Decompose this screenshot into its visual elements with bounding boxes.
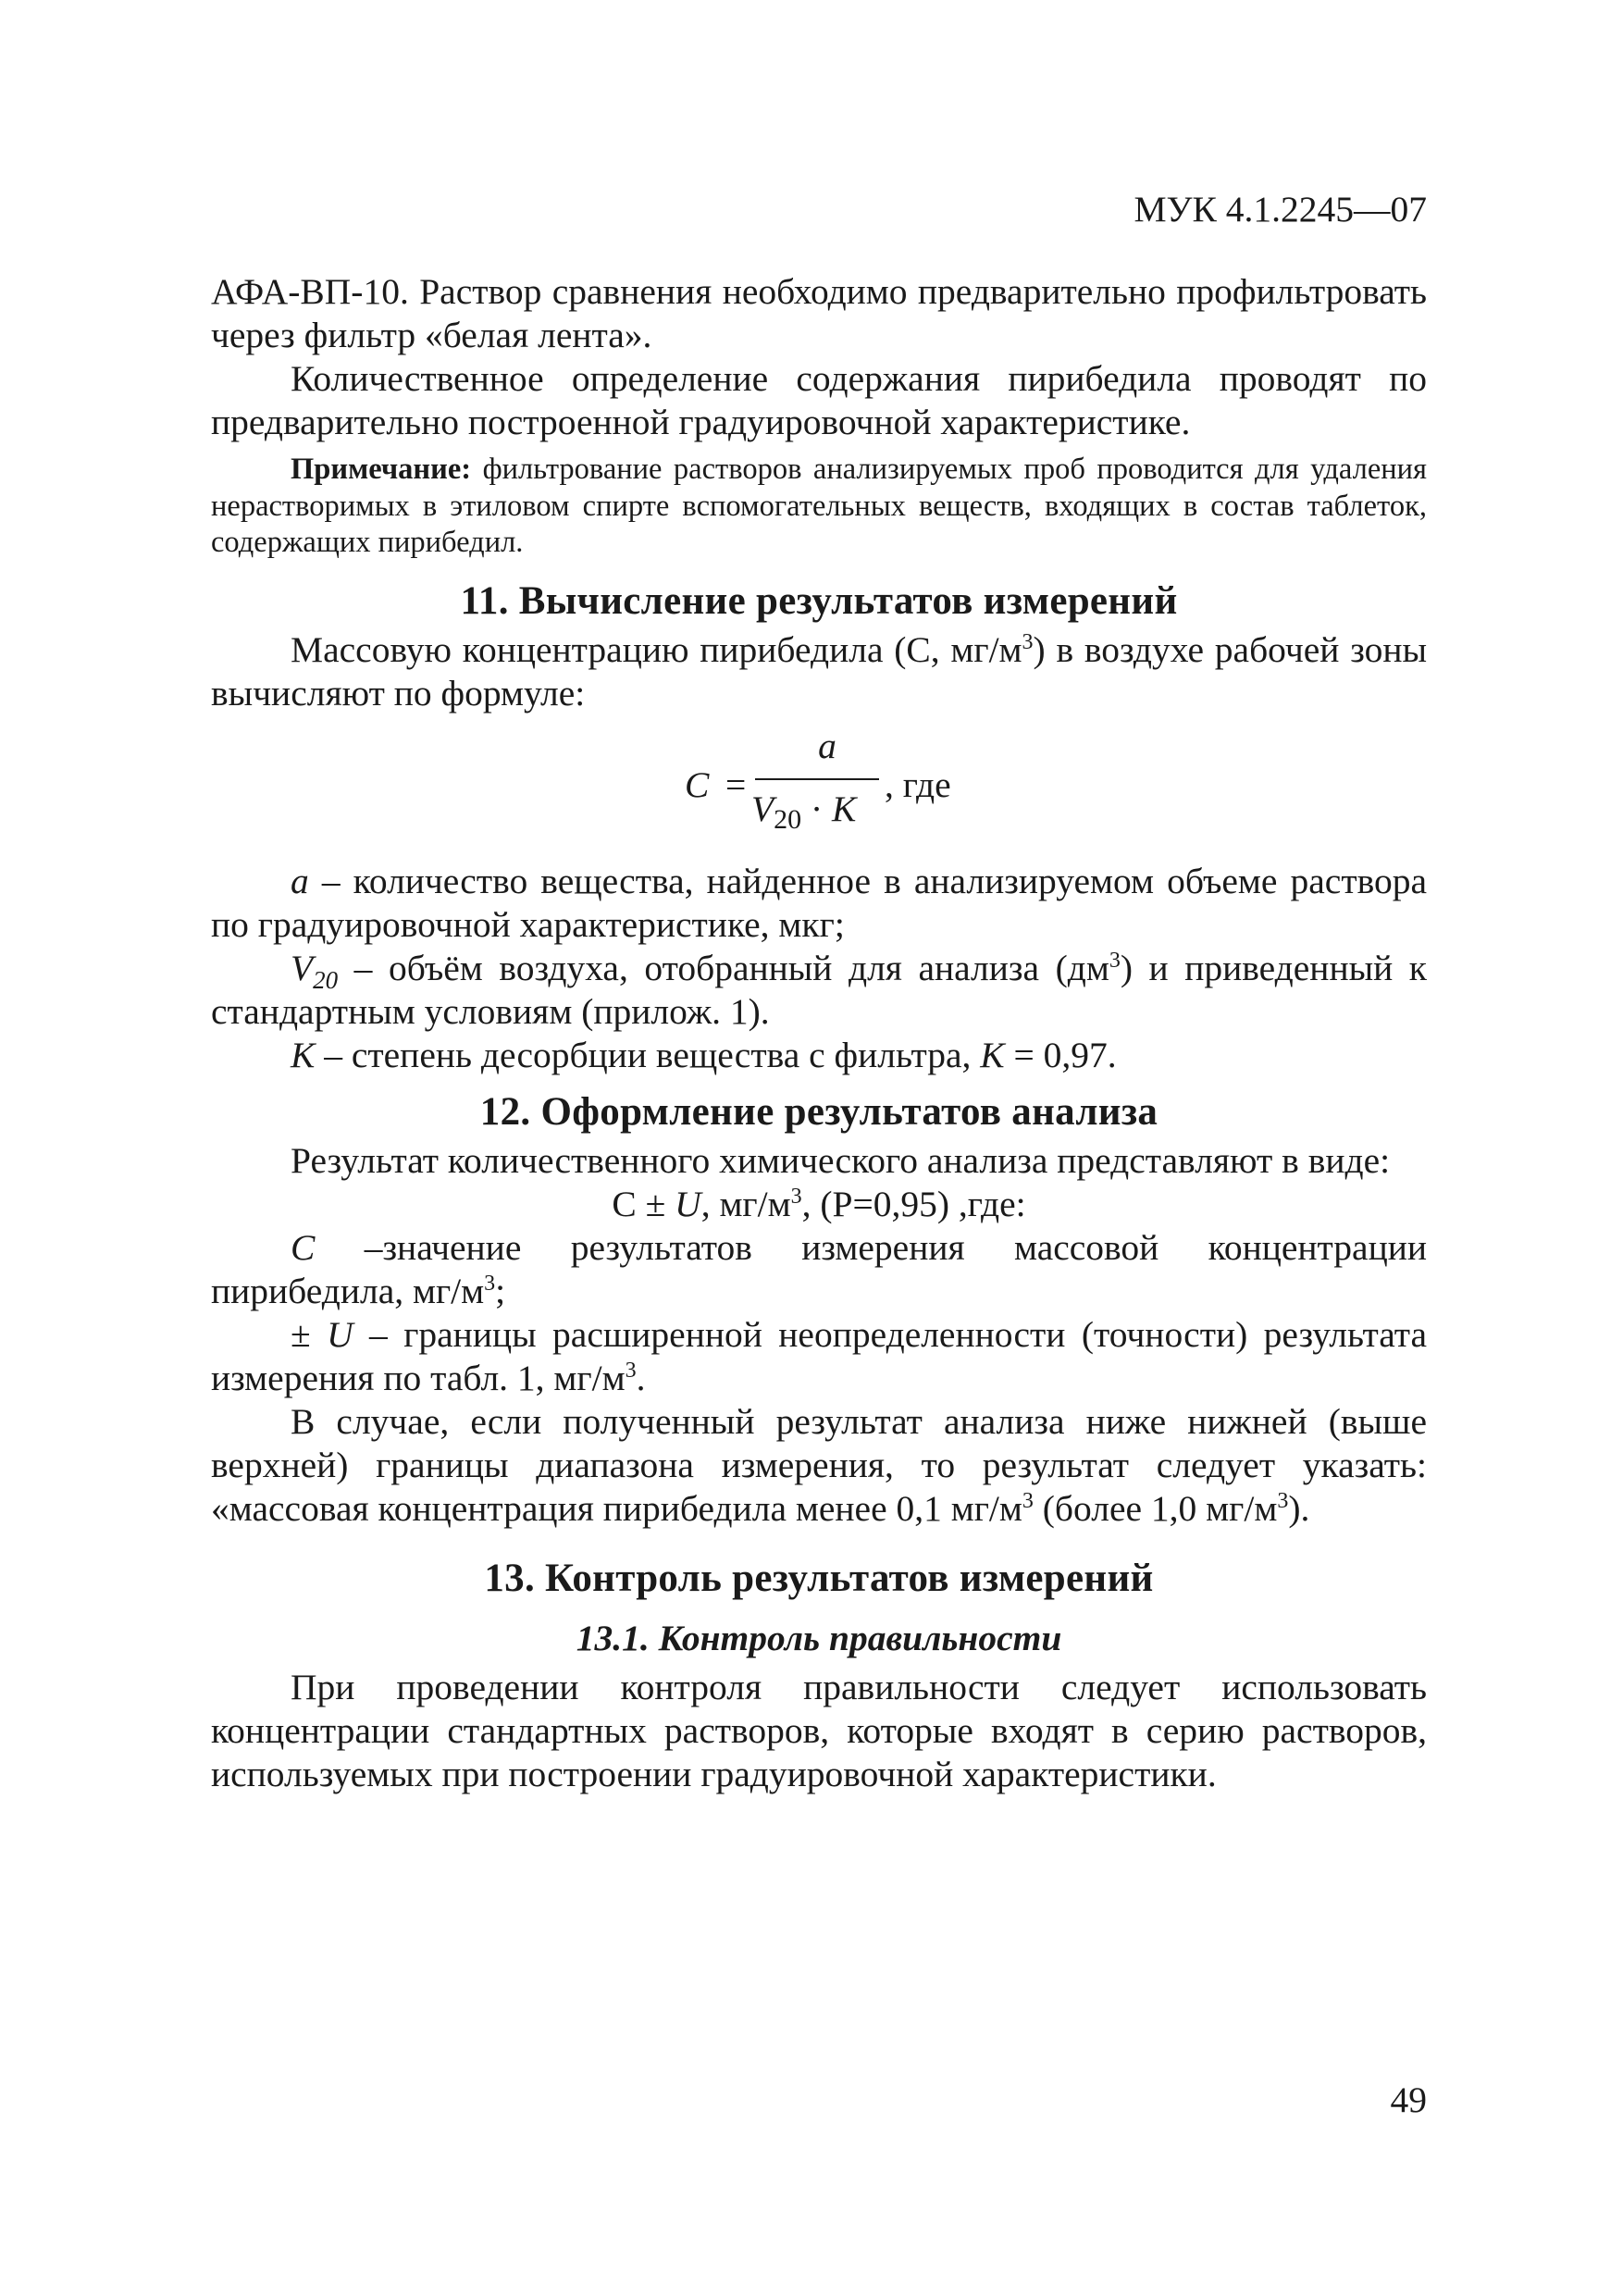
superscript: 3: [790, 1184, 802, 1209]
result-expression: [211, 1183, 1427, 1226]
symbol-u: U: [327, 1313, 353, 1355]
symbol-v: V: [291, 947, 314, 988]
text-run: В случае, если полученный результат анализа ниже нижней (выше верхней) границы диапазона измерения, то результат следует указать: «массовая концентрация пирибедила менее 0,1 мг/м: [211, 1400, 1427, 1529]
section-12-paragraph-1: Результат количественного химического анализа представляют в виде:: [291, 1139, 1391, 1181]
definition-a: [211, 860, 1427, 947]
text-run: – объём воздуха, отобранный для анализа (дм: [338, 947, 1109, 988]
note-label: Примечание:: [291, 453, 472, 486]
section-12-title: 12. Оформление результатов анализа: [479, 1089, 1158, 1134]
formula-lhs: C: [685, 763, 710, 805]
text-run: , (Р=0,95) ,где:: [801, 1183, 1026, 1224]
text-run: Массовую концентрацию пирибедила (С, мг/м: [291, 628, 1022, 670]
superscript: 3: [1022, 1488, 1034, 1513]
definition-u: [211, 1313, 1427, 1400]
symbol-c: С: [291, 1226, 316, 1268]
denominator-dot: ·: [811, 788, 824, 829]
superscript: 3: [484, 1271, 496, 1296]
definition-k: [211, 1034, 1427, 1077]
definition-c: [211, 1226, 1427, 1313]
text-run: (более 1,0 мг/м: [1033, 1487, 1278, 1529]
denominator-subscript: 20: [774, 803, 802, 835]
symbol-a: a: [291, 860, 309, 901]
text-run: – количество вещества, найденное в анализируемом объеме раствора по градуировочной характеристике, мкг;: [211, 860, 1427, 945]
text-run: –значение результатов измерения массовой концентрации пирибедила, мг/м: [211, 1226, 1427, 1311]
superscript: 3: [625, 1358, 637, 1383]
superscript: 3: [1022, 629, 1034, 654]
text-run: = 0,97.: [1004, 1034, 1117, 1075]
formula-where: , где: [885, 763, 951, 805]
page-number: 49: [1390, 2079, 1427, 2120]
formula-numerator: a: [818, 725, 836, 766]
intro-paragraph-1: АФА-ВП-10. Раствор сравнения необходимо предварительно профильтровать через фильтр «белая лента».: [211, 271, 1427, 355]
note-paragraph: [211, 452, 1427, 562]
denominator-k: K: [832, 788, 857, 829]
formula-block: [211, 726, 1427, 852]
page-content: [211, 185, 1427, 1796]
note-text: фильтрование растворов анализируемых проб проводится для удаления нерастворимых в этиловом спирте вспомогательных веществ, входящих в состав таблеток, содержащих пирибедил.: [211, 453, 1427, 559]
definition-v20: [211, 947, 1427, 1034]
section-12-paragraph-2: [211, 1400, 1427, 1531]
fraction-bar: [755, 778, 879, 780]
text-run: ±: [291, 1313, 328, 1355]
superscript: 3: [1277, 1488, 1289, 1513]
symbol-v-subscript: 20: [313, 965, 339, 994]
text-run: С ±: [612, 1183, 675, 1224]
formula-equals: =: [725, 763, 747, 805]
superscript: 3: [1109, 948, 1121, 973]
text-run: .: [636, 1357, 646, 1398]
subsection-13-1-title: 13.1. Контроль правильности: [576, 1617, 1062, 1658]
text-run: – степень десорбции вещества с фильтра,: [315, 1034, 981, 1075]
text-run: ) и приведенный к стандартным условиям (прилож. 1).: [211, 947, 1428, 1032]
formula-denominator: [751, 788, 856, 834]
text-run: , мг/м: [700, 1183, 791, 1224]
running-header: МУК 4.1.2245—07: [1134, 189, 1427, 230]
section-13-title: 13. Контроль результатов измерений: [484, 1556, 1154, 1600]
section-11-paragraph-1: [211, 628, 1427, 715]
denominator-v: V: [751, 788, 774, 829]
section-11-title: 11. Вычисление результатов измерений: [460, 578, 1178, 623]
symbol-u: U: [675, 1183, 701, 1224]
text-run: ;: [495, 1270, 506, 1311]
text-run: – границы расширенной неопределенности (точности) результата измерения по табл. 1, мг/м: [211, 1313, 1427, 1398]
intro-paragraph-2: Количественное определение содержания пирибедила проводят по предварительно построенной градуировочной характеристике.: [211, 358, 1427, 442]
text-run: ).: [1288, 1487, 1310, 1529]
symbol-k: K: [980, 1034, 1005, 1075]
section-13-paragraph-1: При проведении контроля правильности следует использовать концентрации стандартных растворов, которые входят в серию растворов, используемых при построении градуировочной характеристики.: [211, 1666, 1427, 1794]
text-run: ) в воздухе рабочей зоны вычисляют по формуле:: [211, 628, 1427, 714]
symbol-k: K: [291, 1034, 316, 1075]
